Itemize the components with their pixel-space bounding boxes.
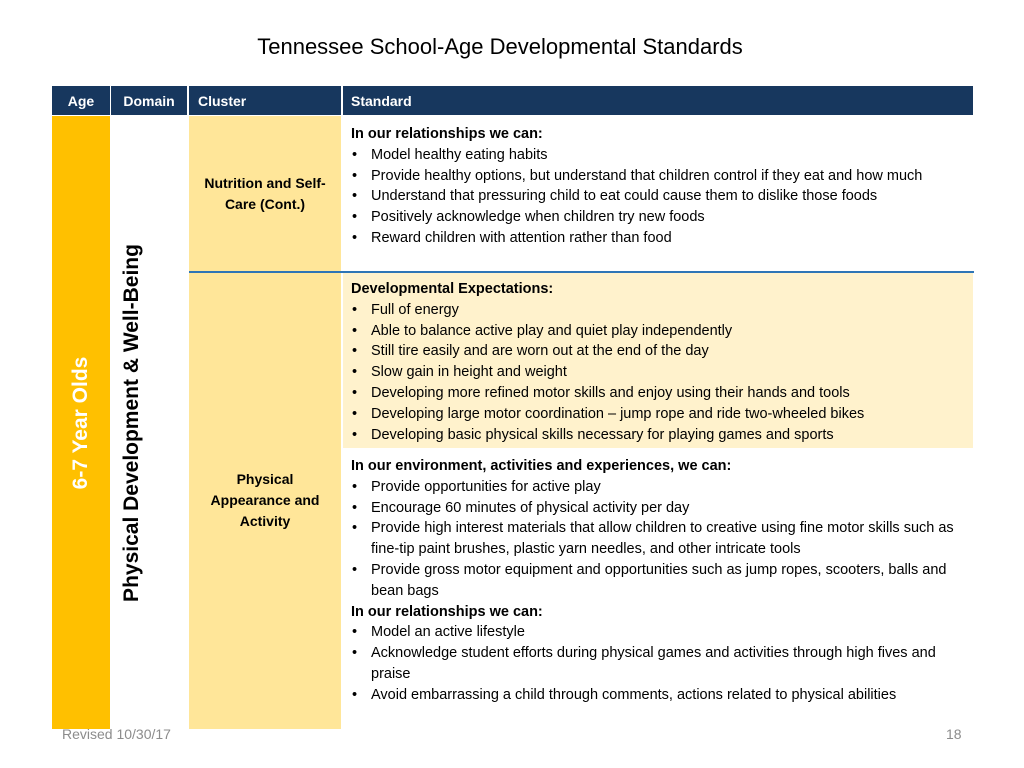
list-item: • Acknowledge student efforts during physical games and activities through high fives and praise xyxy=(351,643,965,685)
header-age: Age xyxy=(52,86,110,115)
list-item: • Understand that pressuring child to eat could cause them to dislike those foods xyxy=(351,186,965,207)
list-item: • Positively acknowledge when children try new foods xyxy=(351,207,965,228)
section-heading: In our relationships we can: xyxy=(351,126,543,142)
list-item: • Provide opportunities for active play xyxy=(351,477,965,498)
standard-list xyxy=(351,145,965,249)
standard-section-nutrition-relationships xyxy=(343,118,973,271)
list-item: • Developing basic physical skills necessary for playing games and sports xyxy=(351,425,965,446)
section-heading: Developmental Expectations: xyxy=(351,281,554,297)
list-item: • Developing large motor coordination – jump rope and ride two-wheeled bikes xyxy=(351,404,965,425)
age-label: 6-7 Year Olds xyxy=(69,356,92,490)
header-cluster: Cluster xyxy=(189,86,341,115)
list-item: • Encourage 60 minutes of physical activity per day xyxy=(351,498,965,519)
section-heading: In our environment, activities and experiences, we can: xyxy=(351,458,732,474)
header-domain: Domain xyxy=(111,86,187,115)
list-item: • Provide high interest materials that allow children to creative using fine motor skills such as fine-tip paint brushes, plastic yarn needles, and other intricate tools xyxy=(351,518,965,560)
cluster-physical-label: Physical Appearance and Activity xyxy=(210,471,320,529)
list-item: • Slow gain in height and weight xyxy=(351,362,965,383)
cluster-physical xyxy=(189,273,341,729)
standard-section-environment-relationships xyxy=(343,450,973,720)
standard-list xyxy=(351,477,965,602)
cluster-nutrition xyxy=(189,116,341,271)
domain-label: Physical Development & Well-Being xyxy=(120,244,143,602)
standard-section-developmental-expectations xyxy=(343,273,973,448)
page-number: 18 xyxy=(946,726,962,742)
section-heading: In our relationships we can: xyxy=(351,603,543,620)
list-item: • Still tire easily and are worn out at the end of the day xyxy=(351,341,965,362)
list-item: • Developing more refined motor skills and enjoy using their hands and tools xyxy=(351,383,965,404)
list-item: • Model an active lifestyle xyxy=(351,622,965,643)
list-item: • Reward children with attention rather than food xyxy=(351,228,965,249)
revised-date: Revised 10/30/17 xyxy=(62,726,171,742)
cluster-nutrition-label: Nutrition and Self- Care (Cont.) xyxy=(204,175,326,212)
list-item: • Full of energy xyxy=(351,300,965,321)
standard-list xyxy=(351,300,965,446)
page-title: Tennessee School-Age Developmental Standards xyxy=(257,34,743,59)
list-item: • Avoid embarrassing a child through comments, actions related to physical abilities xyxy=(351,685,965,706)
list-item: • Model healthy eating habits xyxy=(351,145,965,166)
standard-list xyxy=(351,622,965,705)
list-item: • Provide gross motor equipment and opportunities such as jump ropes, scooters, balls and bean bags xyxy=(351,560,965,602)
header-standard: Standard xyxy=(343,86,973,115)
list-item: • Able to balance active play and quiet play independently xyxy=(351,321,965,342)
list-item: • Provide healthy options, but understand that children control if they eat and how much xyxy=(351,166,965,187)
